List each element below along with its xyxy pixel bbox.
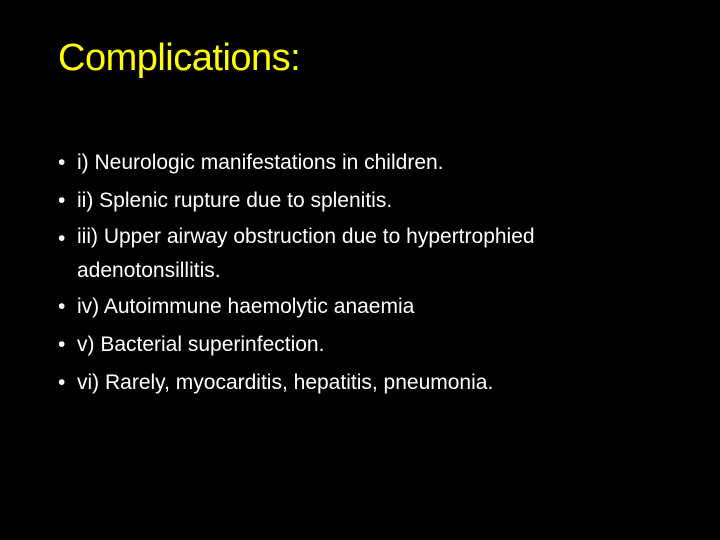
list-item-text: i) Neurologic manifestations in children. (77, 151, 444, 174)
list-item (58, 326, 698, 364)
bullet-icon: • (58, 227, 66, 250)
slide-title: Complications: (58, 37, 301, 79)
list-item-text: v) Bacterial superinfection. (77, 333, 325, 356)
list-item (58, 144, 698, 182)
list-item-text-continued: adenotonsillitis. (77, 259, 221, 282)
list-item (58, 182, 698, 220)
list-item-text: vi) Rarely, myocarditis, hepatitis, pneumonia. (77, 371, 494, 394)
list-item-text: ii) Splenic rupture due to splenitis. (77, 189, 393, 212)
bullet-icon: • (58, 151, 66, 174)
bullet-icon: • (58, 295, 66, 318)
bullet-list (58, 144, 698, 402)
list-item (58, 220, 698, 288)
bullet-icon: • (58, 333, 66, 356)
list-item (58, 288, 698, 326)
bullet-icon: • (58, 371, 66, 394)
list-item-text: iv) Autoimmune haemolytic anaemia (77, 295, 415, 318)
list-item (58, 364, 698, 402)
list-item-text: iii) Upper airway obstruction due to hypertrophied (77, 225, 535, 248)
bullet-icon: • (58, 189, 66, 212)
